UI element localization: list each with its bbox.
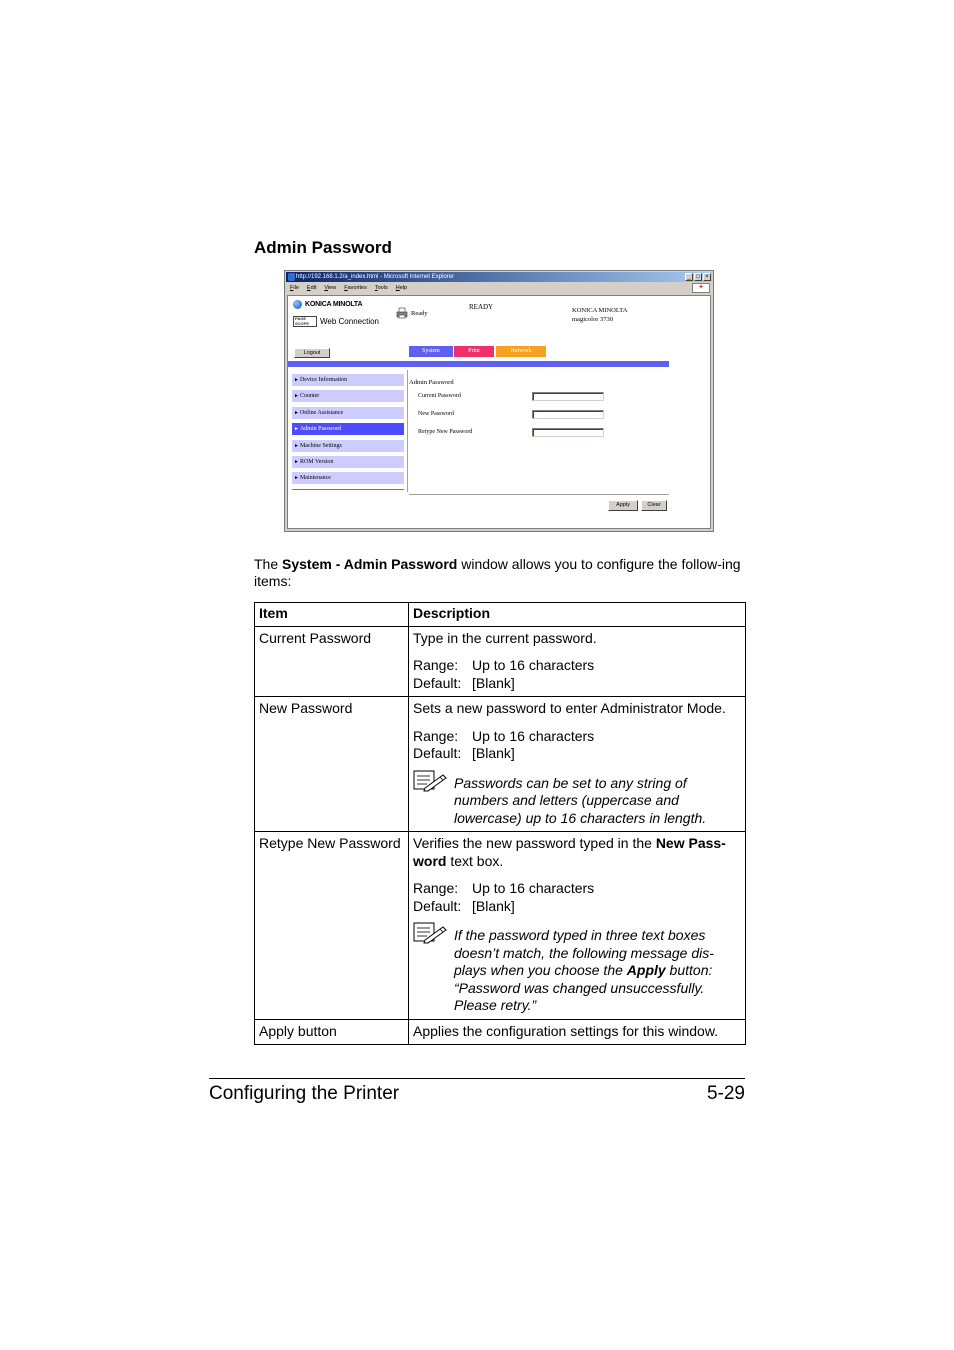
page-scope-logo: PAGE SCOPE (293, 316, 317, 327)
menu-file[interactable]: File (290, 285, 299, 291)
maximize-button[interactable]: □ (694, 273, 702, 281)
row-item: New Password (255, 697, 409, 832)
status-text: Ready (411, 310, 428, 317)
section-heading: Admin Password (254, 238, 392, 257)
menu-help[interactable]: Help (395, 285, 408, 291)
tab-network[interactable]: Network (496, 346, 546, 357)
sidebar-item-maintenance[interactable]: ►Maintenance (292, 472, 404, 484)
model-line-1: KONICA MINOLTA (572, 307, 628, 314)
items-table (254, 602, 746, 1045)
globe-icon (293, 300, 302, 309)
tab-print[interactable]: Print (454, 346, 494, 357)
sidebar-item-admin-password[interactable]: ►Admin Password (292, 423, 404, 435)
sidebar-divider (292, 489, 404, 490)
table-header-row (255, 603, 746, 627)
note-pencil-icon (413, 922, 447, 944)
footer-rule (209, 1078, 745, 1079)
note: Passwords can be set to any string of numbers and letters (uppercase and lowercase) up to 16 characters in length. (413, 775, 741, 828)
clear-button[interactable]: Clear (641, 500, 667, 511)
web-connection-label: Web Connection (320, 317, 379, 326)
row-description: Sets a new password to enter Administrator Mode. Range: Up to 16 characters Default: [Blank] Passwords can be set to any string of numbers and letters (uppercase and lowercase) up to 16 characters in length. (409, 697, 746, 832)
browser-title: http://192.168.1.2/a_index.html - Microsoft Internet Explorer (296, 274, 455, 280)
menu-favorites[interactable]: Favorites (344, 285, 367, 291)
sidebar-nav (292, 370, 408, 492)
menu-edit[interactable]: Edit (306, 285, 317, 291)
row-item: Retype New Password (255, 832, 409, 1020)
footer-page-number: 5-29 (706, 1083, 745, 1104)
retype-password-input[interactable] (532, 428, 604, 437)
close-button[interactable]: × (703, 273, 711, 281)
minimize-button[interactable]: _ (685, 273, 693, 281)
note-pencil-icon (413, 770, 447, 792)
browser-menubar (286, 283, 712, 293)
tab-underline-bar (288, 361, 669, 367)
windows-logo-icon: ✦ (692, 283, 710, 293)
retype-password-label: Retype New Password (418, 429, 473, 435)
header-item: Item (255, 603, 409, 627)
sidebar-item-device-information[interactable]: ►Device Information (292, 374, 404, 386)
printer-status-icon (396, 307, 408, 319)
table-row (255, 1019, 746, 1045)
row-item: Current Password (255, 626, 409, 697)
table-row (255, 626, 746, 697)
status-display: READY (469, 303, 494, 311)
current-password-input[interactable] (532, 392, 604, 401)
row-description: Type in the current password. Range: Up to 16 characters Default: [Blank] (409, 626, 746, 697)
menu-view[interactable]: View (324, 285, 337, 291)
form-title: Admin Password (409, 379, 454, 386)
current-password-label: Current Password (418, 393, 461, 399)
sidebar-item-online-assistance[interactable]: ►Online Assistance (292, 407, 404, 419)
sidebar-item-counter[interactable]: ►Counter (292, 390, 404, 402)
row-description: Verifies the new password typed in the New Pass-word text box. Range: Up to 16 characters Default: [Blank] If the password typed in three text boxes doesn’t match, the following message dis-plays when you choose the Apply button: “Password was changed unsuccessfully. Please retry.” (409, 832, 746, 1020)
note: If the password typed in three text boxes doesn’t match, the following message dis-plays when you choose the Apply button: “Password was changed unsuccessfully. Please retry.” (413, 927, 741, 1015)
ie-icon (288, 273, 295, 281)
header-description: Description (409, 603, 746, 627)
sidebar-item-machine-settings[interactable]: ►Machine Settings (292, 440, 404, 452)
form-separator (409, 494, 669, 495)
tab-system[interactable]: System (409, 346, 453, 357)
menu-tools[interactable]: Tools (374, 285, 388, 291)
table-row (255, 697, 746, 832)
new-password-label: New Password (418, 411, 454, 417)
logout-button[interactable]: Logout (294, 348, 330, 358)
footer-chapter-title: Configuring the Printer (209, 1083, 400, 1104)
web-connection-logo (293, 316, 379, 327)
web-content (287, 295, 711, 529)
browser-screenshot (284, 270, 714, 532)
model-line-2: magicolor 3730 (572, 316, 613, 323)
row-description: Applies the configuration settings for this window. (409, 1019, 746, 1045)
browser-titlebar (286, 272, 712, 282)
intro-paragraph: The System - Admin Password window allows you to configure the follow-ing items: (254, 556, 741, 589)
konica-minolta-logo (293, 300, 362, 309)
apply-button[interactable]: Apply (608, 500, 638, 511)
brand-name: KONICA MINOLTA (305, 301, 363, 308)
row-item: Apply button (255, 1019, 409, 1045)
printer-model (572, 306, 627, 324)
table-row (255, 832, 746, 1020)
sidebar-item-rom-version[interactable]: ►ROM Version (292, 456, 404, 468)
new-password-input[interactable] (532, 410, 604, 419)
